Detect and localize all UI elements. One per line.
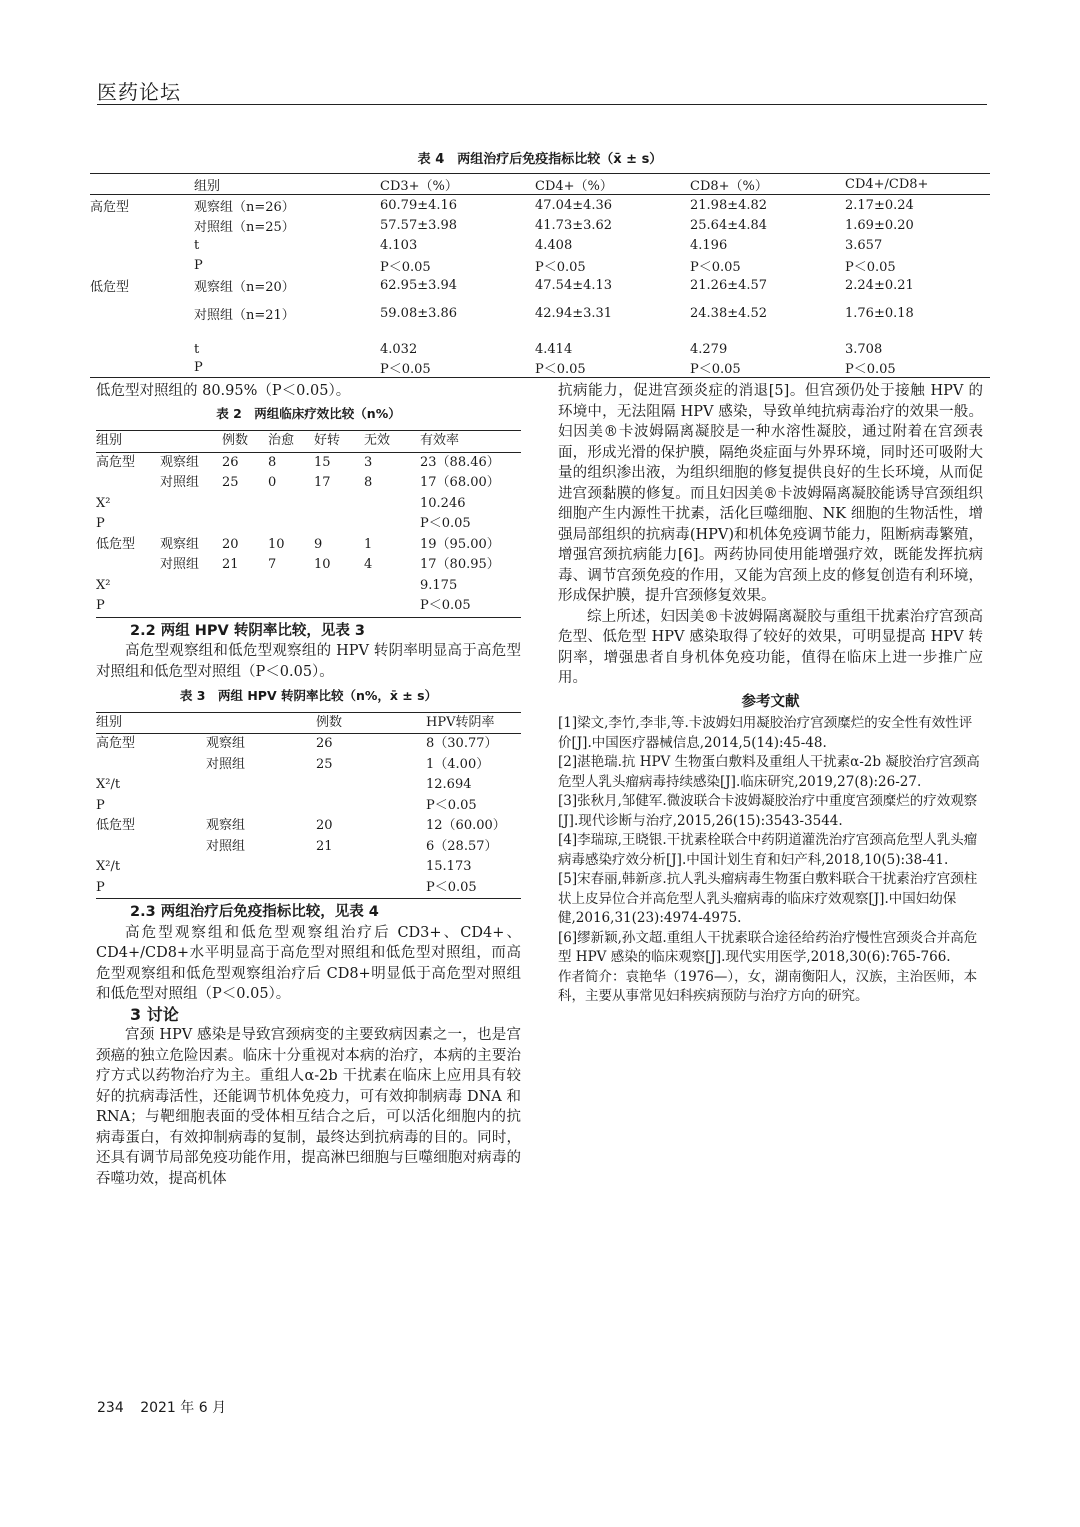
table-cell	[160, 596, 222, 617]
table-cell	[206, 878, 316, 899]
page-number: 234	[97, 1400, 124, 1416]
table-cell	[90, 357, 194, 378]
table-cell: 1（4.00）	[426, 756, 490, 772]
table-cell: P	[194, 257, 203, 273]
intro-line: 低危型对照组的 80.95%（P＜0.05）。	[96, 383, 351, 399]
issue-date: 2021 年 6 月	[140, 1400, 227, 1416]
table-cell: 62.95±3.94	[380, 277, 458, 293]
table-cell	[314, 514, 364, 535]
table-cell: 19（95.00）	[420, 536, 500, 552]
table-cell	[316, 796, 426, 817]
table-row	[96, 452, 521, 473]
table-cell: t	[194, 342, 200, 357]
table-cell: 观察组	[160, 536, 200, 552]
table4	[90, 173, 990, 378]
table-cell	[222, 576, 268, 597]
reference-item: [6]缪新颖,孙文超.重组人干扰素联合途径给药治疗慢性宫颈炎合并高危型 HPV 感染的临床观察[J].现代实用医学,2018,30(6):765-766.	[558, 929, 978, 965]
author-bio: 作者简介：袁艳华（1976—），女，湖南衡阳人，汉族，主治医师，本科，主要从事常见妇科疾病预防与治疗方向的研究。	[558, 968, 978, 1004]
section-2-3-heading: 2.3 两组治疗后免疫指标比较，见表 4	[130, 904, 379, 920]
table-cell: 3.708	[845, 342, 883, 357]
table-row	[90, 331, 990, 357]
reference-item: [4]李瑞琼,王晓银.干扰素栓联合中药阴道灌洗治疗宫颈高危型人乳头瘤病毒感染疗效分析[J].中国计划生育和妇产科,2018,10(5):38-41.	[558, 832, 978, 868]
table-row	[90, 195, 990, 216]
table-cell: 12.694	[426, 777, 472, 792]
table-cell: 26	[316, 736, 333, 751]
table-cell: 41.73±3.62	[535, 217, 613, 233]
table-cell: 2.17±0.24	[845, 197, 914, 213]
table3	[96, 712, 521, 900]
table-cell: 对照组	[160, 475, 200, 490]
reference-item: [1]梁文,李竹,李非,等.卡波姆妇用凝胶治疗宫颈糜烂的安全性有效性评价[J].中国医疗器械信息,2014,5(14):45-48.	[558, 715, 973, 751]
table4-header: CD8+（%）	[690, 178, 768, 194]
discussion-paragraph: 抗病能力，促进宫颈炎症的消退[5]。但宫颈仍处于接触 HPV 的环境中，无法阻隔 HPV 感染，导致单纯抗病毒治疗的效果一般。妇因美®卡波姆隔离凝胶是一种水溶性凝胶，通过附着在宫颈表面，形成光滑的保护膜，隔绝炎症面与外界环境，同时还可吸附大量的组织渗出液，为组织细胞的修复提供良好的生长环境，从而促进宫颈黏膜的修复。而且妇因美®卡波姆隔离凝胶能诱导宫颈组织细胞产生内源性干扰素，活化巨噬细胞、NK 细胞的生物活性，增强局部组织的抗病毒(HPV)和机体免疫调节能力，阻断病毒繁殖，增强宫颈抗病能力[6]。两药协同使用能增强疗效，既能发挥抗病毒、调节宫颈免疫的作用，又能为宫颈上皮的修复创造有利环境，形成保护膜，提升宫颈修复效果。	[558, 383, 983, 604]
table-cell: 25	[222, 475, 239, 490]
table-cell	[314, 596, 364, 617]
table-cell: 9	[314, 536, 323, 552]
table4-header: 组别	[194, 178, 221, 194]
table-cell: 15.173	[426, 859, 472, 874]
table-cell: t	[194, 237, 200, 253]
table-cell: X²	[96, 577, 111, 593]
table-cell: 10	[314, 557, 331, 572]
table-cell: 15	[314, 454, 331, 470]
table-cell	[206, 857, 316, 878]
table-cell: X²/t	[96, 859, 121, 874]
table-cell: 0	[268, 475, 277, 490]
table-cell: 4.414	[535, 342, 573, 357]
reference-item: [3]张秋月,邹健军.微波联合卡波姆凝胶治疗中重度宫颈糜烂的疗效观察[J].现代诊断与治疗,2015,26(15):3543-3544.	[558, 793, 978, 829]
table-cell: P＜0.05	[690, 361, 741, 377]
table2-header: 好转	[314, 433, 341, 448]
table-cell	[364, 596, 420, 617]
left-column	[96, 381, 521, 1189]
table-cell: 21	[222, 557, 239, 572]
table-cell: 低危型	[96, 818, 136, 833]
section-2-2-heading: 2.2 两组 HPV 转阴率比较，见表 3	[130, 622, 365, 639]
table-cell: 对照组	[206, 838, 246, 854]
table3-header: HPV转阴率	[426, 714, 495, 730]
table-cell: 观察组	[206, 818, 246, 833]
table-cell: P＜0.05	[426, 879, 477, 895]
table-row	[96, 494, 521, 515]
table-cell: 对照组	[160, 557, 200, 572]
table-cell: P	[96, 797, 105, 813]
table-cell: 8（30.77）	[426, 736, 498, 751]
table-cell	[222, 494, 268, 515]
page-footer	[97, 1397, 226, 1417]
table-cell: P＜0.05	[380, 259, 431, 275]
table-cell: P＜0.05	[535, 361, 586, 377]
table2-header: 有效率	[420, 433, 460, 448]
table-cell: 21	[316, 838, 333, 854]
section-2-2-text: 高危型观察组和低危型观察组的 HPV 转阴率明显高于高危型对照组和低危型对照组（P＜0.05）。	[96, 643, 521, 680]
table-cell: P	[96, 516, 105, 531]
table-cell: 对照组（n=25）	[194, 219, 295, 235]
reference-item: [2]湛艳瑞.抗 HPV 生物蛋白敷料及重组人干扰素α-2b 凝胶治疗宫颈高危型人乳头瘤病毒持续感染[J].临床研究,2019,27(8):26-27.	[558, 754, 980, 790]
table-cell	[160, 494, 222, 515]
table-cell: 23（88.46）	[420, 454, 500, 470]
table-row	[96, 555, 521, 576]
table-row	[90, 255, 990, 275]
table-cell	[268, 494, 314, 515]
table3-header: 组别	[96, 714, 123, 730]
table-cell: 57.57±3.98	[380, 217, 458, 233]
table-cell: 4.196	[690, 237, 728, 253]
table-cell	[316, 857, 426, 878]
table3-header: 例数	[316, 714, 343, 730]
references	[558, 693, 983, 1007]
table2-header	[160, 431, 222, 453]
section-3-heading: 3 讨论	[130, 1004, 179, 1024]
table2-header: 治愈	[268, 433, 295, 448]
table-cell	[96, 755, 206, 776]
table-cell: X²	[96, 495, 111, 511]
table-cell: 47.04±4.36	[535, 197, 613, 213]
table-cell	[90, 295, 194, 331]
table-cell: 24.38±4.52	[690, 305, 768, 321]
journal-title: 医药论坛	[97, 80, 181, 104]
table-row	[90, 275, 990, 295]
table-cell: 60.79±4.16	[380, 197, 458, 213]
table-cell: 对照组（n=21）	[194, 307, 295, 323]
table-cell: 高危型	[96, 736, 136, 751]
table2-header: 例数	[222, 433, 249, 448]
section-2-3-text: 高危型观察组和低危型观察组治疗后 CD3+、CD4+、CD4+/CD8+水平明显高于高危型对照组和低危型对照组，而高危型观察组和低危型观察组治疗后 CD8+明显低于高危型对照组和低危型对照组（P＜0.05）。	[96, 924, 521, 1002]
table-cell: P＜0.05	[420, 516, 471, 531]
table-cell: 7	[268, 557, 277, 572]
table-cell: 观察组	[160, 454, 200, 470]
table-cell	[90, 215, 194, 235]
table-cell: P	[96, 598, 105, 613]
table-cell: 高危型	[96, 454, 136, 470]
table-cell: 观察组（n=26）	[194, 199, 295, 215]
table-cell: P	[194, 359, 203, 375]
table-row	[96, 596, 521, 617]
table-row	[96, 837, 521, 858]
table-cell: P＜0.05	[845, 361, 896, 377]
table-row	[96, 857, 521, 878]
table-cell	[268, 596, 314, 617]
table-cell	[364, 576, 420, 597]
table-cell	[222, 596, 268, 617]
table-row	[96, 514, 521, 535]
table-cell	[222, 514, 268, 535]
table-cell	[96, 555, 160, 576]
conclusion-paragraph: 综上所述，妇因美®卡波姆隔离凝胶与重组干扰素治疗宫颈高危型、低危型 HPV 感染取得了较好的效果，可明显提高 HPV 转阴率，增强患者自身机体免疫功能，值得在临床上进一步推广应用。	[558, 608, 983, 686]
table-cell: P＜0.05	[380, 361, 431, 377]
table-cell: 4	[364, 557, 373, 572]
table-cell: 47.54±4.13	[535, 277, 613, 293]
table4-header	[90, 174, 194, 195]
table-cell: P＜0.05	[426, 797, 477, 813]
table-cell	[206, 796, 316, 817]
table-cell	[314, 576, 364, 597]
table-cell	[268, 576, 314, 597]
table-cell: 3	[364, 454, 373, 470]
table-cell: P＜0.05	[845, 259, 896, 275]
table2-header-row	[96, 431, 521, 453]
table-row	[96, 576, 521, 597]
table-cell: P	[96, 879, 105, 895]
references-heading: 参考文献	[741, 693, 800, 710]
table-row	[90, 295, 990, 331]
table-cell	[268, 514, 314, 535]
reference-item: [5]宋春丽,韩新彦.抗人乳头瘤病毒生物蛋白敷料联合干扰素治疗宫颈柱状上皮异位合并高危型人乳头瘤病毒的临床疗效观察[J].中国妇幼保健,2016,31(23):4974-4975.	[558, 871, 978, 926]
table-cell: 17（80.95）	[420, 557, 500, 572]
table-cell: 42.94±3.31	[535, 305, 613, 321]
table-cell	[96, 837, 206, 858]
table-cell: 4.103	[380, 237, 418, 253]
table-row	[90, 235, 990, 255]
table4-header: CD4+（%）	[535, 178, 613, 194]
table-row	[96, 755, 521, 776]
table-cell: 9.175	[420, 577, 458, 593]
table-cell	[160, 514, 222, 535]
table-cell: P＜0.05	[535, 259, 586, 275]
table3-header-row	[96, 712, 521, 734]
table-cell: P＜0.05	[420, 598, 471, 613]
table-cell: 21.26±4.57	[690, 277, 768, 293]
table4-caption: 表 4 两组治疗后免疫指标比较（x̄ ± s）	[417, 152, 663, 167]
table-cell: 10.246	[420, 495, 466, 511]
table2	[96, 430, 521, 618]
table-row	[96, 775, 521, 796]
table-cell: 25	[316, 756, 333, 772]
section-3-text: 宫颈 HPV 感染是导致宫颈病变的主要致病因素之一，也是宫颈癌的独立危险因素。临床十分重视对本病的治疗，本病的主要治疗方式以药物治疗为主。重组人α-2b 干扰素在临床上应用具有较好的抗病毒活性，还能调节机体免疫力，可有效抑制病毒 DNA 和 RNA；与靶细胞表面的受体相互结合之后，可以活化细胞内的抗病毒蛋白，有效抑制病毒的复制，最终达到抗病毒的目的。同时，还具有调节局部免疫功能作用，提高淋巴细胞与巨噬细胞对病毒的吞噬功效，提高机体	[96, 1027, 521, 1187]
table-cell: 4.032	[380, 342, 418, 357]
table-cell: 6（28.57）	[426, 838, 498, 854]
table-cell	[316, 775, 426, 796]
header-rule	[97, 104, 987, 105]
table4-header-row	[90, 174, 990, 195]
table-row	[96, 816, 521, 837]
table-row	[96, 734, 521, 755]
right-column	[558, 381, 983, 1007]
table-cell: 1.76±0.18	[845, 305, 914, 321]
table4-header: CD4+/CD8+	[845, 176, 929, 192]
table2-header: 组别	[96, 433, 123, 448]
table-row	[96, 796, 521, 817]
table-cell: 4.408	[535, 237, 573, 253]
table-cell: 1	[364, 536, 373, 552]
table-cell: 12（60.00）	[426, 818, 506, 833]
table-cell: 10	[268, 536, 285, 552]
table-cell: 20	[222, 536, 239, 552]
table-cell: 17	[314, 475, 331, 490]
table-cell: 59.08±3.86	[380, 305, 458, 321]
table-cell	[90, 331, 194, 357]
table-row	[90, 357, 990, 378]
table-cell	[364, 494, 420, 515]
table-row	[96, 878, 521, 899]
table-row	[96, 535, 521, 556]
table-cell: 8	[364, 475, 373, 490]
table-row	[90, 215, 990, 235]
table-cell: 4.279	[690, 342, 728, 357]
table-cell: 观察组（n=20）	[194, 279, 295, 295]
table-cell: 26	[222, 454, 239, 470]
table-row	[96, 473, 521, 494]
table-cell: 高危型	[90, 199, 130, 215]
table2-caption: 表 2 两组临床疗效比较（n%）	[216, 405, 401, 421]
table-cell	[96, 473, 160, 494]
table-cell: 17（68.00）	[420, 475, 500, 490]
table-cell	[316, 878, 426, 899]
table-cell: 观察组	[206, 736, 246, 751]
table-cell	[90, 255, 194, 275]
table-cell	[160, 576, 222, 597]
table-cell	[206, 775, 316, 796]
table-cell: P＜0.05	[690, 259, 741, 275]
table-cell	[314, 494, 364, 515]
table4-header: CD3+（%）	[380, 178, 458, 194]
table3-caption: 表 3 两组 HPV 转阴率比较（n%，x̄ ± s）	[179, 688, 438, 703]
table-cell: 低危型	[96, 536, 136, 552]
table-cell: 2.24±0.21	[845, 277, 914, 293]
table-cell	[90, 235, 194, 255]
table-cell: 20	[316, 818, 333, 833]
table-cell: 25.64±4.84	[690, 217, 768, 233]
table-cell: 1.69±0.20	[845, 217, 914, 233]
table-cell	[364, 514, 420, 535]
table-cell: X²/t	[96, 777, 121, 792]
table2-header: 无效	[364, 433, 391, 448]
table-cell: 对照组	[206, 756, 246, 772]
table-cell: 3.657	[845, 237, 883, 253]
table-cell: 8	[268, 454, 277, 470]
table-cell: 低危型	[90, 279, 130, 295]
table-cell: 21.98±4.82	[690, 197, 768, 213]
table3-header	[206, 712, 316, 734]
